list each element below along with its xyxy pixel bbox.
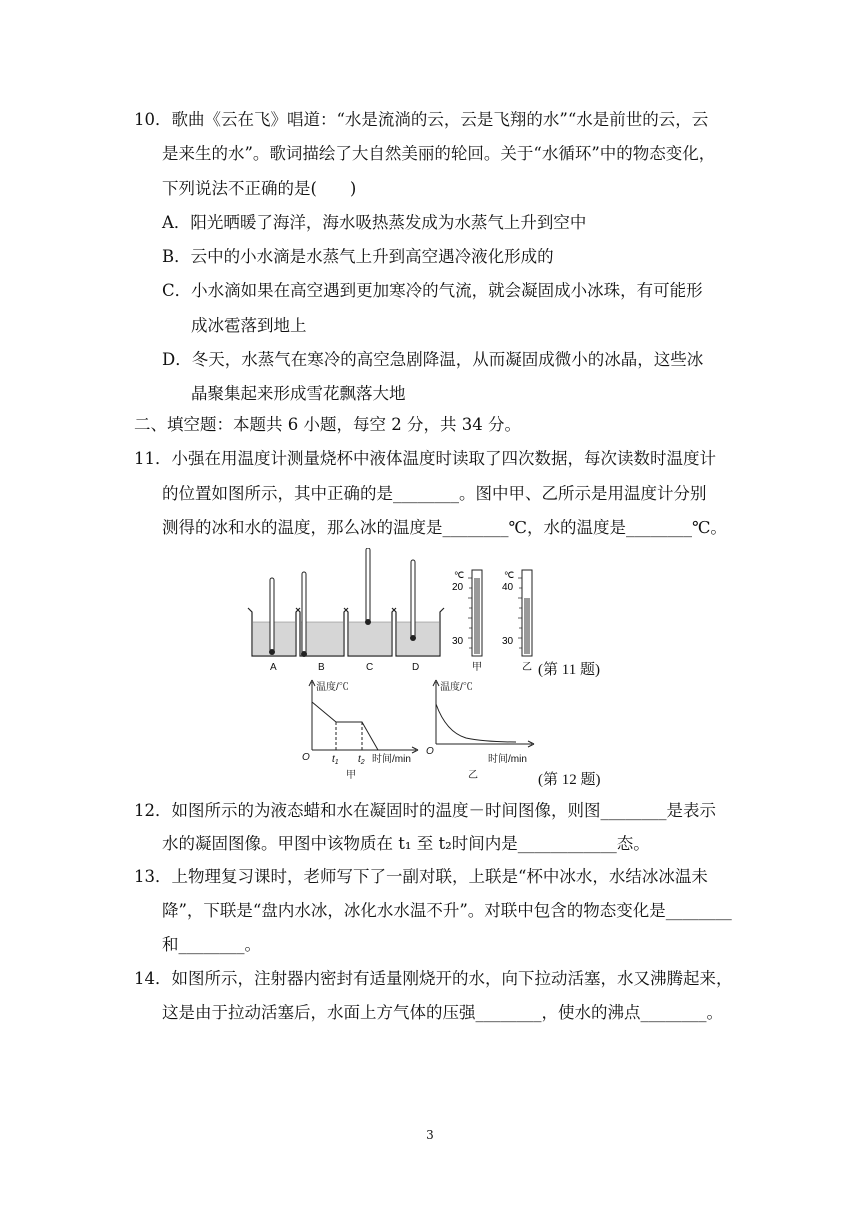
figure-12 <box>296 676 546 782</box>
thermo-yi-label: 乙 <box>522 662 532 673</box>
q10-option-d-line1: D．冬天，水蒸气在寒冷的高空急剧降温，从而凝固成微小的冰晶，这些冰 <box>162 350 704 369</box>
q10-option-a: A．阳光晒暖了海洋，海水吸热蒸发成为水蒸气上升到空中 <box>162 213 587 232</box>
q12-line1: 12．如图所示的为液态蜡和水在凝固时的温度－时间图像，则图________是表示 <box>134 801 716 820</box>
thermo-jia-tick-top: 20 <box>452 582 464 593</box>
q11-line1: 11．小强在用温度计测量烧杯中液体温度时读取了四次数据，每次读数时温度计 <box>134 449 716 468</box>
q10-line3: 下列说法不正确的是( ) <box>162 179 357 198</box>
thermo-jia-label: 甲 <box>472 662 482 673</box>
q13-line2: 降”，下联是“盘内水冰，冰化水水温不升”。对联中包含的物态变化是________ <box>162 901 732 920</box>
thermo-yi-tick-bottom: 30 <box>502 636 514 647</box>
beaker-label-c: C <box>366 662 374 673</box>
fig12-jia-t2: $t_2$ <box>358 754 365 766</box>
beaker-label-d: D <box>412 662 420 673</box>
page-number: 3 <box>426 1128 434 1142</box>
q11-line3: 测得的冰和水的温度，那么冰的温度是________℃，水的温度是________℃。 <box>162 518 727 537</box>
fig12-yi-origin: O <box>426 746 434 757</box>
q13-line3: 和________。 <box>162 935 261 954</box>
fig12-jia-ylabel: 温度/℃ <box>316 682 349 693</box>
fig12-yi-xlabel: 时间/min <box>488 754 527 765</box>
thermo-yi-tick-top: 40 <box>502 582 514 593</box>
q11-line2: 的位置如图所示，其中正确的是________。图中甲、乙所示是用温度计分别 <box>162 484 707 503</box>
fig12-jia-origin: O <box>302 752 310 763</box>
q14-line1: 14．如图所示，注射器内密封有适量刚烧开的水，向下拉动活塞，水又沸腾起来， <box>134 969 733 988</box>
fig12-yi-ylabel: 温度/℃ <box>440 682 473 693</box>
thermo-yi-unit: ℃ <box>504 570 515 580</box>
q10-line2: 是来生的水”。歌词描绘了大自然美丽的轮回。关于“水循环”中的物态变化， <box>162 144 716 163</box>
q10-option-c-line2: 成冰雹落到地上 <box>191 316 307 335</box>
figure-12-caption: (第 12 题) <box>538 772 601 788</box>
q10-line1: 10．歌曲《云在飞》唱道：“水是流淌的云，云是飞翔的水”“水是前世的云，云 <box>134 110 709 129</box>
section-heading: 二、填空题：本题共 6 小题，每空 2 分，共 34 分。 <box>134 415 521 434</box>
thermo-jia-tick-bottom: 30 <box>452 636 464 647</box>
figure-11-caption: (第 11 题) <box>538 662 600 678</box>
fig12-jia-xlabel: 时间/min <box>372 754 411 765</box>
beaker-label-b: B <box>318 662 325 673</box>
q10-option-b: B．云中的小水滴是水蒸气上升到高空遇冷液化形成的 <box>162 247 554 266</box>
fig12-jia-label: 甲 <box>346 770 356 781</box>
q10-option-c-line1: C．小水滴如果在高空遇到更加寒冷的气流，就会凝固成小冰珠，有可能形 <box>162 281 703 300</box>
beaker-label-a: A <box>270 662 277 673</box>
q13-line1: 13．上物理复习课时，老师写下了一副对联，上联是“杯中冰水，水结冰冰温未 <box>134 867 708 886</box>
q10-option-d-line2: 晶聚集起来形成雪花飘落大地 <box>191 384 406 403</box>
figure-11 <box>240 548 550 678</box>
q14-line2: 这是由于拉动活塞后，水面上方气体的压强________，使水的沸点________。 <box>162 1003 723 1022</box>
fig12-yi-label: 乙 <box>468 770 478 781</box>
fig12-jia-t1: $t_1$ <box>332 754 339 766</box>
q12-line2: 水的凝固图像。甲图中该物质在 t₁ 至 t₂时间内是____________态。 <box>162 834 650 853</box>
thermo-jia-unit: ℃ <box>454 570 465 580</box>
